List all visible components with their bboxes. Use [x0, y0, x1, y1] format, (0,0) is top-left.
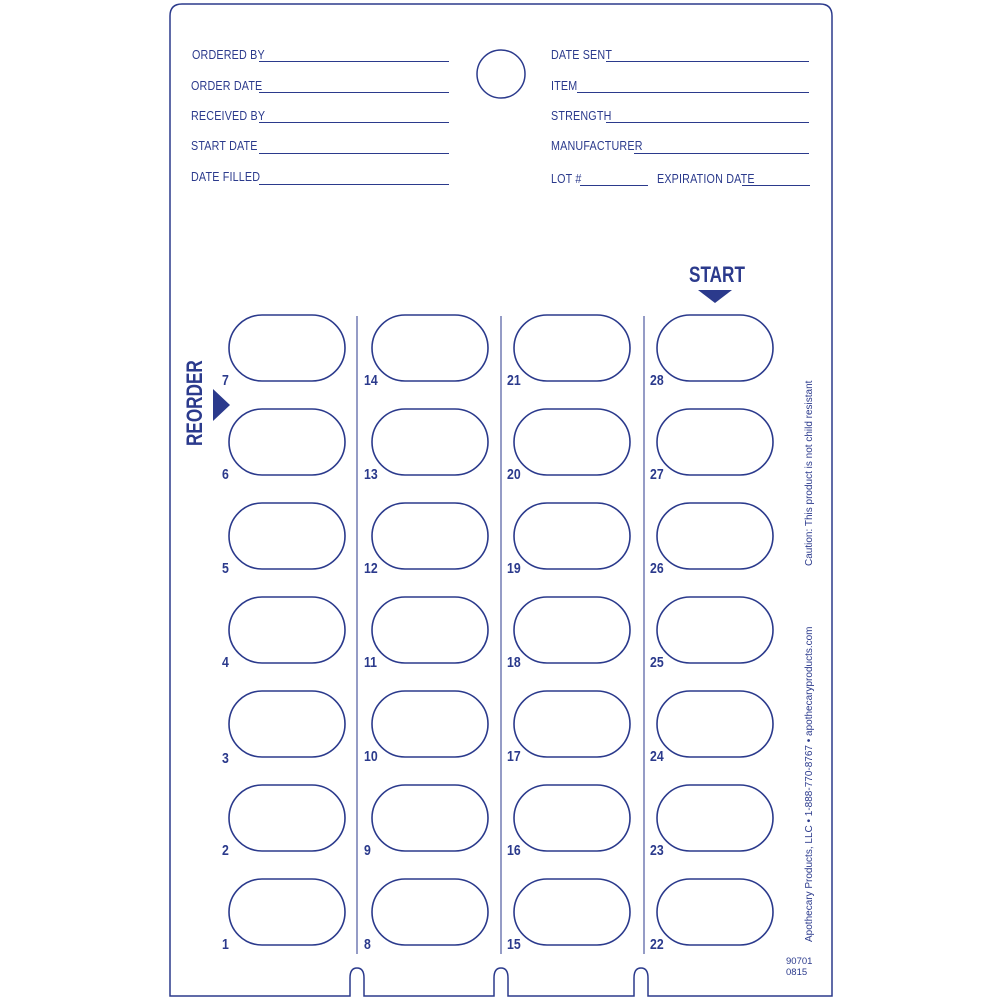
- ordered-by-field[interactable]: [259, 61, 449, 62]
- blister-number-12: 12: [364, 560, 378, 577]
- reorder-arrow-icon: [213, 389, 230, 421]
- blister-cell-18[interactable]: [514, 597, 630, 663]
- manufacturer-field[interactable]: [634, 153, 809, 154]
- blister-number-8: 8: [364, 936, 371, 953]
- blister-number-16: 16: [507, 842, 521, 859]
- order-date-label: ORDER DATE: [191, 79, 263, 93]
- expiration-date-label: EXPIRATION DATE: [657, 172, 755, 186]
- item-field[interactable]: [577, 92, 809, 93]
- blister-number-20: 20: [507, 466, 521, 483]
- blister-cell-21[interactable]: [514, 315, 630, 381]
- lot-number-field[interactable]: [580, 185, 648, 186]
- strength-field[interactable]: [606, 122, 809, 123]
- start-date-label: START DATE: [191, 139, 258, 153]
- blister-cell-26[interactable]: [657, 503, 773, 569]
- start-arrow-icon: [698, 290, 732, 303]
- item-label: ITEM: [551, 79, 578, 93]
- date-code: 0815: [786, 967, 808, 978]
- blister-cell-24[interactable]: [657, 691, 773, 757]
- expiration-date-field[interactable]: [742, 185, 810, 186]
- blister-cell-2[interactable]: [229, 785, 345, 851]
- blister-cell-22[interactable]: [657, 879, 773, 945]
- date-sent-field[interactable]: [606, 61, 809, 62]
- start-date-field[interactable]: [259, 153, 449, 154]
- reorder-marker-label: REORDER: [182, 360, 207, 446]
- blister-cell-19[interactable]: [514, 503, 630, 569]
- ordered-by-label: ORDERED BY: [192, 48, 265, 62]
- blister-number-28: 28: [650, 372, 664, 389]
- blister-number-5: 5: [222, 560, 229, 577]
- blister-cell-12[interactable]: [372, 503, 488, 569]
- blister-number-4: 4: [222, 654, 229, 671]
- date-filled-label: DATE FILLED: [191, 170, 261, 184]
- blister-number-9: 9: [364, 842, 371, 859]
- blister-cell-28[interactable]: [657, 315, 773, 381]
- blister-cell-5[interactable]: [229, 503, 345, 569]
- hanger-hole: [477, 50, 525, 98]
- blister-cell-25[interactable]: [657, 597, 773, 663]
- blister-number-19: 19: [507, 560, 521, 577]
- blister-number-2: 2: [222, 842, 229, 859]
- blister-number-18: 18: [507, 654, 521, 671]
- blister-cell-4[interactable]: [229, 597, 345, 663]
- lot-number-label: LOT #: [551, 172, 582, 186]
- blister-cell-11[interactable]: [372, 597, 488, 663]
- blister-number-26: 26: [650, 560, 664, 577]
- blister-cell-20[interactable]: [514, 409, 630, 475]
- blister-number-11: 11: [364, 654, 378, 671]
- blister-cell-6[interactable]: [229, 409, 345, 475]
- blister-cell-23[interactable]: [657, 785, 773, 851]
- blister-cell-17[interactable]: [514, 691, 630, 757]
- blister-number-27: 27: [650, 466, 664, 483]
- order-date-field[interactable]: [259, 92, 449, 93]
- blister-number-6: 6: [222, 466, 229, 483]
- blister-number-22: 22: [650, 936, 664, 953]
- blister-cell-8[interactable]: [372, 879, 488, 945]
- blister-number-7: 7: [222, 372, 229, 389]
- date-filled-field[interactable]: [259, 184, 449, 185]
- company-info-text: Apothecary Products, LLC • 1-888-770-8767 • apothecaryproducts.com: [804, 626, 815, 942]
- blister-number-24: 24: [650, 748, 664, 765]
- blister-number-10: 10: [364, 748, 378, 765]
- blister-cell-3[interactable]: [229, 691, 345, 757]
- blister-number-14: 14: [364, 372, 378, 389]
- blister-number-13: 13: [364, 466, 378, 483]
- part-number: 90701: [786, 956, 813, 967]
- start-marker-label: START: [689, 262, 745, 287]
- blister-number-1: 1: [222, 936, 229, 953]
- blister-cell-15[interactable]: [514, 879, 630, 945]
- strength-label: STRENGTH: [551, 109, 612, 123]
- blister-number-3: 3: [222, 750, 229, 767]
- blister-cell-27[interactable]: [657, 409, 773, 475]
- blister-number-15: 15: [507, 936, 521, 953]
- received-by-label: RECEIVED BY: [191, 109, 266, 123]
- manufacturer-label: MANUFACTURER: [551, 139, 643, 153]
- caution-text: Caution: This product is not child resistant: [804, 380, 815, 566]
- blister-number-17: 17: [507, 748, 521, 765]
- blister-cell-1[interactable]: [229, 879, 345, 945]
- blister-number-21: 21: [507, 372, 521, 389]
- blister-cell-13[interactable]: [372, 409, 488, 475]
- date-sent-label: DATE SENT: [551, 48, 613, 62]
- blister-cell-16[interactable]: [514, 785, 630, 851]
- blister-cell-9[interactable]: [372, 785, 488, 851]
- received-by-field[interactable]: [259, 122, 449, 123]
- blister-number-23: 23: [650, 842, 664, 859]
- blister-cell-10[interactable]: [372, 691, 488, 757]
- blister-number-25: 25: [650, 654, 664, 671]
- blister-cell-7[interactable]: [229, 315, 345, 381]
- blister-cell-14[interactable]: [372, 315, 488, 381]
